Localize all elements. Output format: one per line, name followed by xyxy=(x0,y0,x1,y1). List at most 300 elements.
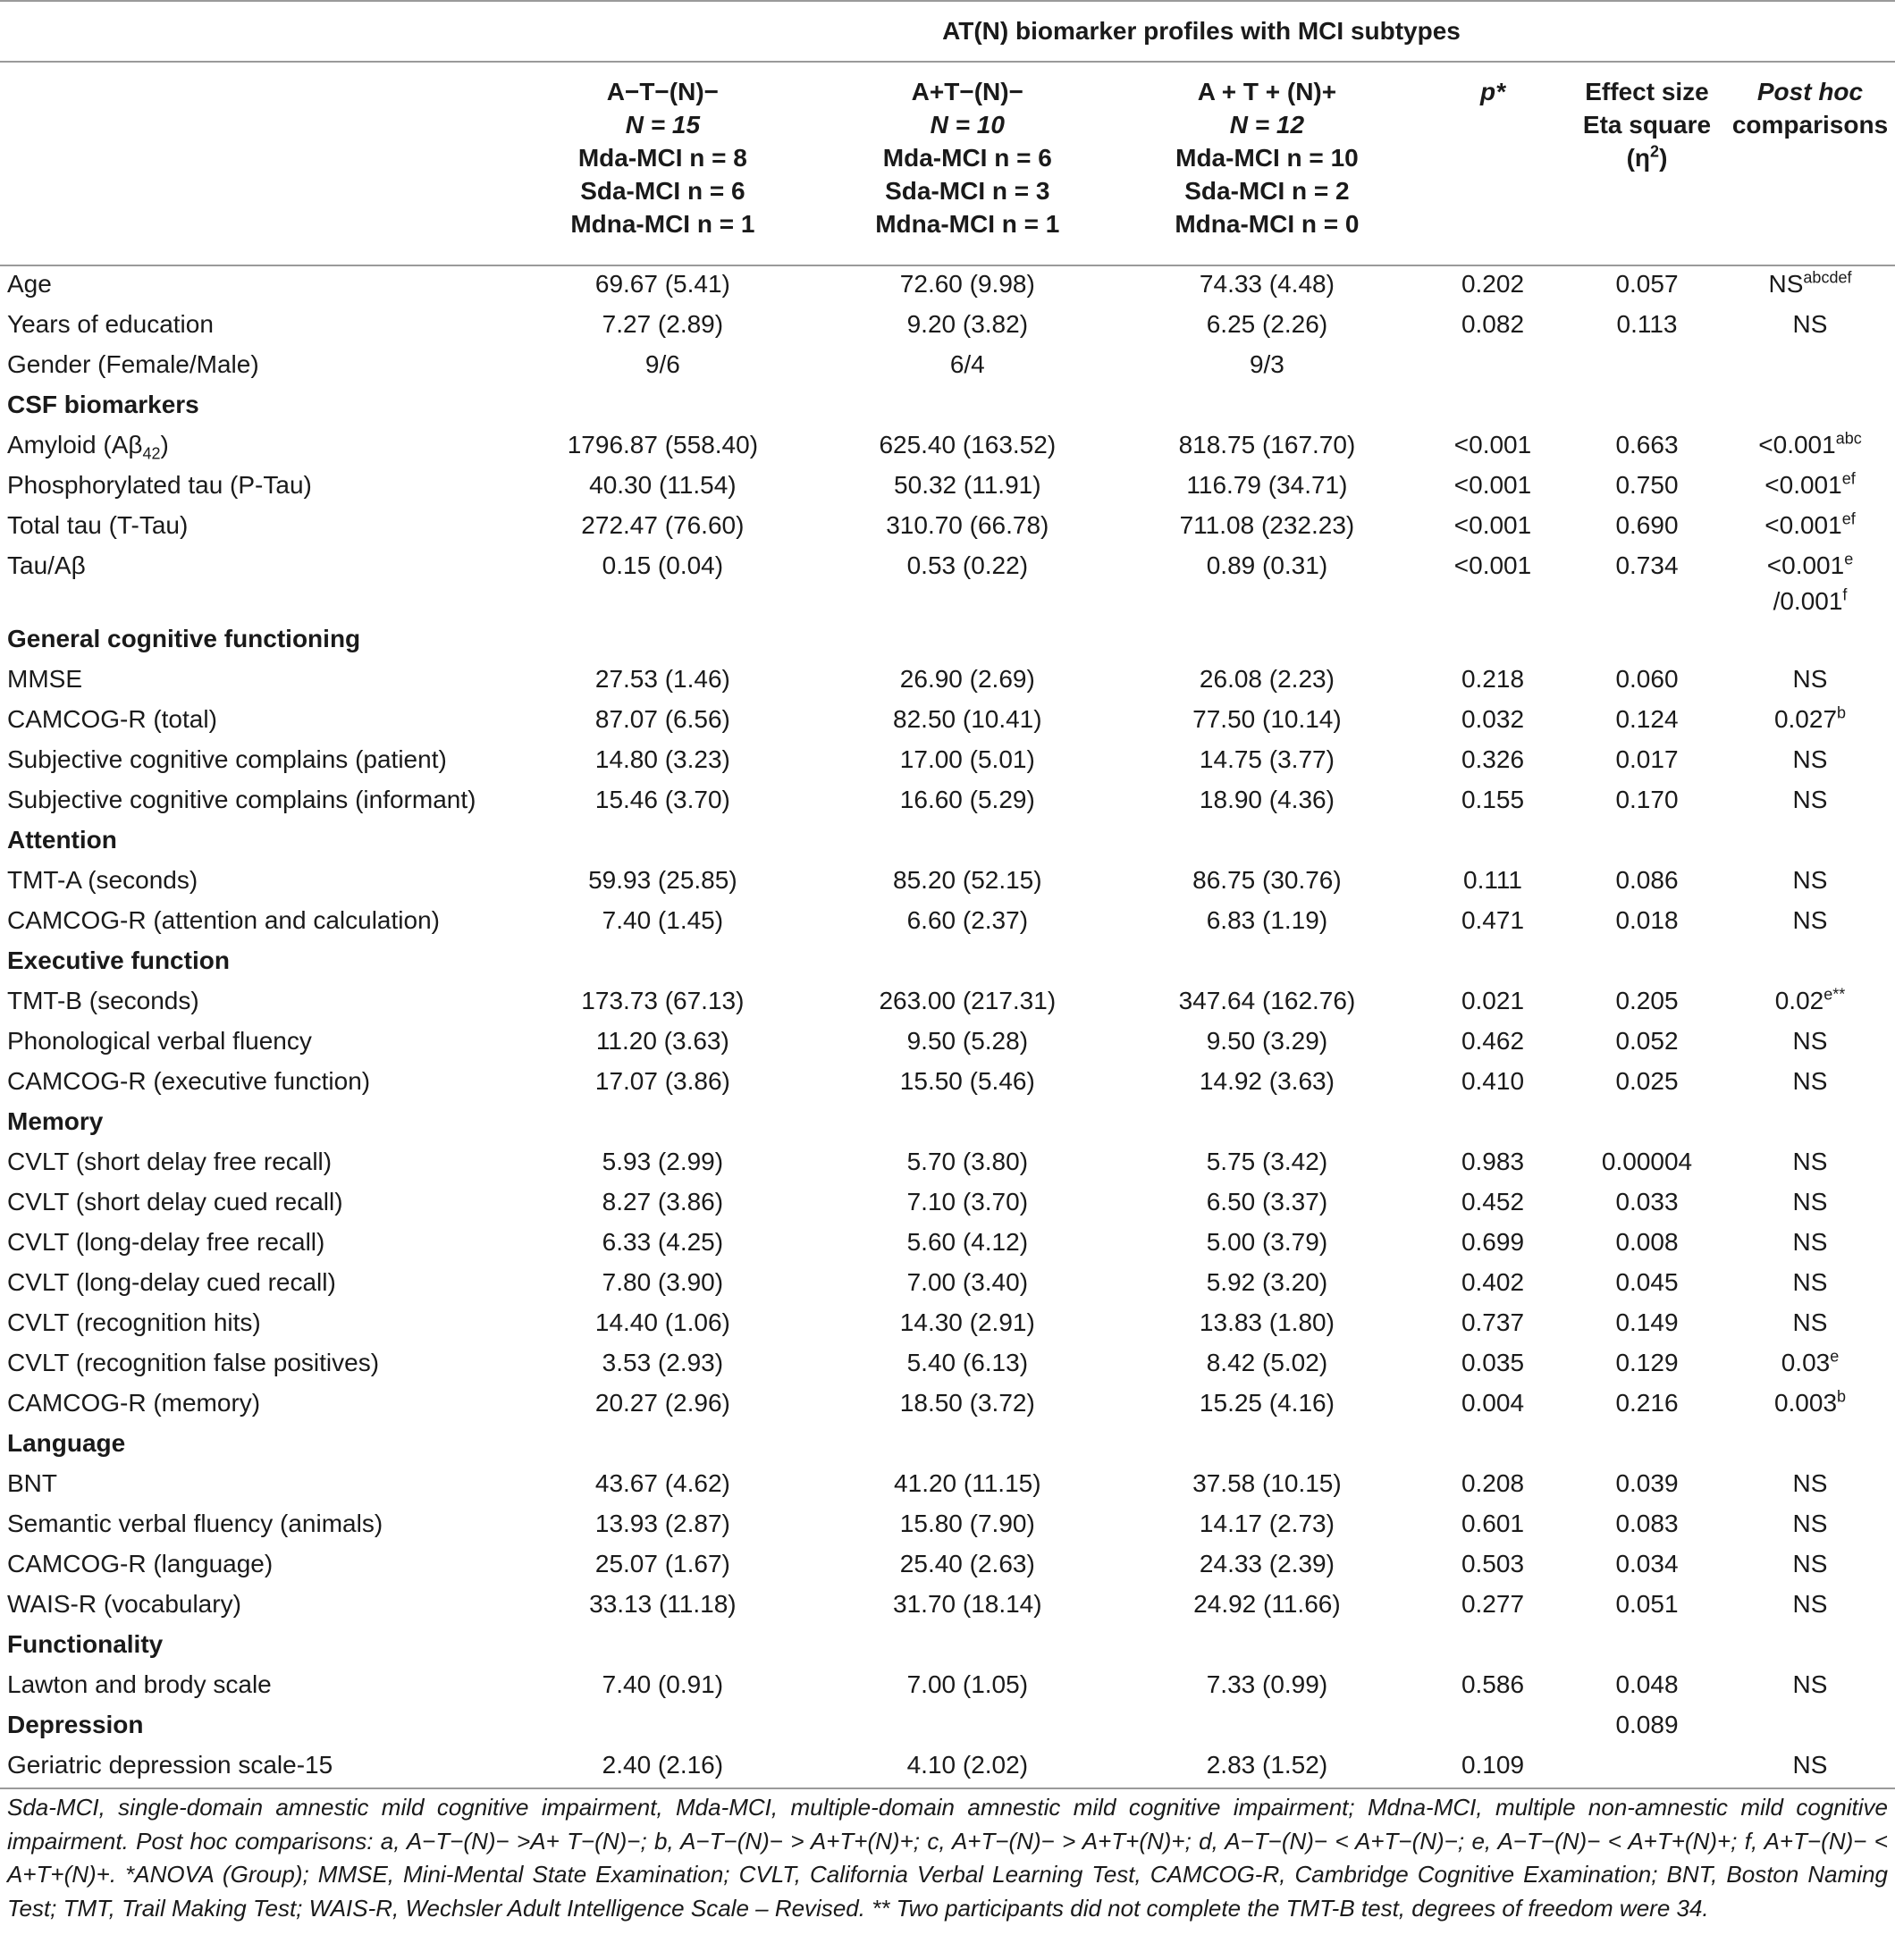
post-hoc-value: NS xyxy=(1792,1550,1828,1577)
p-value: 0.021 xyxy=(1461,987,1525,1014)
p-value: 0.699 xyxy=(1461,1228,1525,1256)
table-row xyxy=(0,1586,1895,1627)
group-1-value: 14.40 (1.06) xyxy=(594,1308,730,1336)
effect-line-2: Eta square xyxy=(1582,111,1712,139)
section-heading: Depression xyxy=(7,1711,144,1738)
p-value: <0.001 xyxy=(1453,471,1532,499)
group-3-value: 9.50 (3.29) xyxy=(1206,1027,1328,1055)
post-hoc-line xyxy=(1725,266,1895,302)
table-row xyxy=(0,1345,1895,1385)
row-label xyxy=(0,1506,508,1546)
group-1-value: 5.93 (2.99) xyxy=(602,1148,724,1175)
empty-cell xyxy=(1417,1104,1569,1144)
row-label-text: Gender (Female/Male) xyxy=(7,350,259,378)
empty-cell xyxy=(818,1104,1117,1144)
post-hoc-value: NS xyxy=(1768,270,1804,298)
header-effect-size: Effect size Eta square $(\eta^2)$ xyxy=(1569,62,1725,265)
group-1-value: 8.27 (3.86) xyxy=(602,1188,724,1216)
p-value: 0.326 xyxy=(1461,745,1525,773)
post-hoc-value: NS xyxy=(1792,665,1828,693)
p-value: 0.410 xyxy=(1461,1067,1525,1095)
table-row xyxy=(0,467,1895,508)
post-hoc-value: NS xyxy=(1792,1469,1828,1497)
group-2-value: 310.70 (66.78) xyxy=(886,511,1049,539)
eta-value: 0.045 xyxy=(1615,1268,1679,1296)
group-2-value: 263.00 (217.31) xyxy=(879,987,1057,1014)
group-3-value: 14.17 (2.73) xyxy=(1199,1510,1335,1537)
eta-value: 0.008 xyxy=(1615,1228,1679,1256)
group-n-total: N = 12 xyxy=(1229,111,1305,139)
section-heading: Language xyxy=(7,1429,126,1457)
section-heading: CSF biomarkers xyxy=(7,391,199,418)
group-1-value: 69.67 (5.41) xyxy=(594,270,730,298)
post-hoc-cell xyxy=(1725,467,1895,508)
group-3-value: 6.83 (1.19) xyxy=(1206,906,1328,934)
group-3-value: 5.92 (3.20) xyxy=(1206,1268,1328,1296)
p-value: <0.001 xyxy=(1453,551,1532,579)
group-3-value: 5.75 (3.42) xyxy=(1206,1148,1328,1175)
eta-cell xyxy=(1569,1426,1725,1466)
row-label xyxy=(0,1265,508,1305)
group-1-value: 6.33 (4.25) xyxy=(602,1228,724,1256)
p-value: 0.462 xyxy=(1461,1027,1525,1055)
group-1-value: 7.80 (3.90) xyxy=(602,1268,724,1296)
post-hoc-line xyxy=(1725,1345,1895,1381)
table-row xyxy=(0,661,1895,702)
spanner-heading: AT(N) biomarker profiles with MCI subtypes xyxy=(508,1,1895,62)
group-label: A+T−(N)− xyxy=(911,78,1023,105)
row-label-suffix: ) xyxy=(160,431,169,458)
eta-value: 0.086 xyxy=(1615,866,1679,894)
empty-cell xyxy=(1417,621,1569,661)
post-hoc-line xyxy=(1725,307,1895,342)
post-hoc-value: 0.02 xyxy=(1774,987,1824,1014)
group-1-value: 25.07 (1.67) xyxy=(594,1550,730,1577)
eta-value: 0.113 xyxy=(1616,310,1678,338)
section-heading: General cognitive functioning xyxy=(7,625,361,652)
spanner-row xyxy=(0,1,1895,62)
group-mdna-count: Mdna-MCI n = 1 xyxy=(570,210,755,238)
empty-cell xyxy=(1417,387,1569,427)
table-row xyxy=(0,508,1895,548)
empty-cell xyxy=(1117,387,1417,427)
post-hoc-superscript: ef xyxy=(1841,509,1856,528)
post-hoc-line xyxy=(1725,1466,1895,1502)
group-1-value: 9/6 xyxy=(644,350,680,378)
row-label xyxy=(0,1586,508,1627)
post-hoc-cell xyxy=(1725,1064,1895,1104)
group-n-total: N = 15 xyxy=(625,111,701,139)
eta-value: 0.149 xyxy=(1615,1308,1679,1336)
post-hoc-line xyxy=(1725,1586,1895,1622)
post-hoc-line xyxy=(1725,1064,1895,1099)
group-2-value: 7.00 (1.05) xyxy=(906,1670,1029,1698)
eta-value: 0.00004 xyxy=(1601,1148,1693,1175)
group-sda-count: Sda-MCI n = 3 xyxy=(885,177,1050,205)
group-sda-count: Sda-MCI n = 2 xyxy=(1184,177,1350,205)
post-hoc-line xyxy=(1725,1667,1895,1703)
section-row xyxy=(0,1104,1895,1144)
section-heading: Executive function xyxy=(7,946,230,974)
empty-cell xyxy=(1725,621,1895,661)
empty-cell xyxy=(1417,822,1569,862)
empty-cell xyxy=(1417,943,1569,983)
table-row xyxy=(0,782,1895,822)
empty-cell xyxy=(508,943,818,983)
row-label xyxy=(0,427,508,467)
p-value: 0.586 xyxy=(1461,1670,1525,1698)
header-group-3 xyxy=(1117,62,1417,265)
empty-cell xyxy=(508,1627,818,1667)
p-value xyxy=(1417,347,1569,387)
eta-cell xyxy=(1569,1627,1725,1667)
group-3-value: 13.83 (1.80) xyxy=(1199,1308,1335,1336)
post-hoc-line-2 xyxy=(1725,584,1895,619)
post-hoc-value: NS xyxy=(1792,1148,1828,1175)
eta-value xyxy=(1569,347,1725,387)
post-hoc-line-2: comparisons xyxy=(1731,111,1889,139)
empty-cell xyxy=(1117,1104,1417,1144)
section-row xyxy=(0,822,1895,862)
post-hoc-line xyxy=(1725,508,1895,543)
group-2-value: 5.60 (4.12) xyxy=(906,1228,1029,1256)
group-label: A + T + (N)+ xyxy=(1197,78,1337,105)
empty-cell xyxy=(818,1627,1117,1667)
post-hoc-line xyxy=(1725,1184,1895,1220)
empty-cell xyxy=(508,621,818,661)
empty-cell xyxy=(1117,621,1417,661)
row-label xyxy=(0,1466,508,1506)
group-1-value: 40.30 (11.54) xyxy=(589,471,737,499)
group-1-value: 20.27 (2.96) xyxy=(594,1389,730,1417)
group-1-value: 87.07 (6.56) xyxy=(594,705,730,733)
post-hoc-cell xyxy=(1725,1586,1895,1627)
group-2-value: 9.50 (5.28) xyxy=(906,1027,1029,1055)
post-hoc-cell xyxy=(1725,1546,1895,1586)
p-value: 0.402 xyxy=(1461,1268,1525,1296)
empty-cell xyxy=(818,943,1117,983)
p-value: 0.601 xyxy=(1461,1510,1525,1537)
post-hoc-line xyxy=(1725,983,1895,1019)
group-1-value: 59.93 (25.85) xyxy=(588,866,737,894)
post-hoc-cell xyxy=(1725,1667,1895,1707)
p-value: 0.155 xyxy=(1461,786,1525,813)
section-row xyxy=(0,1426,1895,1466)
row-label-text: BNT xyxy=(7,1469,57,1497)
group-3-value: 6.50 (3.37) xyxy=(1206,1188,1328,1216)
post-hoc-value: <0.001 xyxy=(1766,551,1845,579)
p-value: 0.737 xyxy=(1461,1308,1525,1336)
eta-value: 0.057 xyxy=(1615,270,1679,298)
row-label-text: CVLT (short delay free recall) xyxy=(7,1148,333,1175)
row-label-text: CVLT (recognition hits) xyxy=(7,1308,261,1336)
row-label xyxy=(0,1305,508,1345)
table-row xyxy=(0,548,1895,621)
p-value: <0.001 xyxy=(1453,511,1532,539)
post-hoc-value: NS xyxy=(1792,1510,1828,1537)
eta-value: 0.017 xyxy=(1615,745,1679,773)
row-label xyxy=(0,307,508,347)
post-hoc-value: NS xyxy=(1792,786,1828,813)
row-label xyxy=(0,702,508,742)
group-1-value: 15.46 (3.70) xyxy=(594,786,730,813)
row-label-text: MMSE xyxy=(7,665,82,693)
post-hoc-line xyxy=(1725,1546,1895,1582)
post-hoc-value: <0.001 xyxy=(1764,471,1842,499)
table-row xyxy=(0,1305,1895,1345)
eta-value: 0.033 xyxy=(1615,1188,1679,1216)
p-value: 0.035 xyxy=(1461,1349,1525,1376)
post-hoc-cell xyxy=(1725,1385,1895,1426)
table-row xyxy=(0,307,1895,347)
group-2-value: 41.20 (11.15) xyxy=(894,1469,1041,1497)
post-hoc-line xyxy=(1725,903,1895,938)
eta-cell xyxy=(1569,822,1725,862)
empty-cell xyxy=(1725,1104,1895,1144)
group-3-value: 7.33 (0.99) xyxy=(1206,1670,1328,1698)
group-label: A−T−(N)− xyxy=(606,78,719,105)
p-value: <0.001 xyxy=(1453,431,1532,458)
empty-cell xyxy=(1417,1426,1569,1466)
group-mda-count: Mda-MCI n = 10 xyxy=(1175,144,1359,172)
post-hoc-cell xyxy=(1725,661,1895,702)
post-hoc-line xyxy=(1725,1747,1895,1783)
post-hoc-cell xyxy=(1725,903,1895,943)
group-2-value: 15.50 (5.46) xyxy=(899,1067,1035,1095)
group-1-value: 7.27 (2.89) xyxy=(602,310,724,338)
eta-value: 0.034 xyxy=(1615,1550,1679,1577)
eta-value: 0.060 xyxy=(1615,665,1679,693)
post-hoc-cell xyxy=(1725,1224,1895,1265)
post-hoc-superscript: abcdef xyxy=(1803,268,1852,287)
group-3-value: 9/3 xyxy=(1249,350,1284,378)
group-3-value: 6.25 (2.26) xyxy=(1206,310,1328,338)
post-hoc-line xyxy=(1725,467,1895,503)
row-label-text: CAMCOG-R (memory) xyxy=(7,1389,261,1417)
post-hoc-cell xyxy=(1725,1184,1895,1224)
group-1-value: 17.07 (3.86) xyxy=(594,1067,730,1095)
header-group-1 xyxy=(508,62,818,265)
p-value: 0.208 xyxy=(1461,1469,1525,1497)
post-hoc-line xyxy=(1725,1305,1895,1341)
header-post-hoc xyxy=(1725,62,1895,265)
eta-value: 0.051 xyxy=(1615,1590,1679,1618)
group-2-value: 625.40 (163.52) xyxy=(879,431,1057,458)
group-3-value: 18.90 (4.36) xyxy=(1199,786,1335,813)
group-1-value: 0.15 (0.04) xyxy=(602,551,724,579)
group-1-value: 3.53 (2.93) xyxy=(602,1349,724,1376)
empty-cell xyxy=(818,1426,1117,1466)
group-2-value: 85.20 (52.15) xyxy=(893,866,1042,894)
post-hoc-value-2: /0.001 xyxy=(1773,587,1843,615)
p-value: 0.452 xyxy=(1461,1188,1525,1216)
group-2-value: 26.90 (2.69) xyxy=(899,665,1035,693)
group-1-value: 14.80 (3.23) xyxy=(594,745,730,773)
empty-cell xyxy=(818,1707,1117,1747)
row-label xyxy=(0,1184,508,1224)
row-label xyxy=(0,467,508,508)
empty-cell xyxy=(818,387,1117,427)
table-row xyxy=(0,903,1895,943)
eta-value: 0.205 xyxy=(1615,987,1679,1014)
group-1-value: 2.40 (2.16) xyxy=(602,1751,724,1779)
post-hoc-value: <0.001 xyxy=(1758,431,1836,458)
group-3-value: 74.33 (4.48) xyxy=(1199,270,1335,298)
header-group-2 xyxy=(818,62,1117,265)
row-label xyxy=(0,1224,508,1265)
p-value: 0.503 xyxy=(1461,1550,1525,1577)
table-row xyxy=(0,1144,1895,1184)
post-hoc-line xyxy=(1725,427,1895,463)
empty-cell xyxy=(1417,1707,1569,1747)
group-3-value: 2.83 (1.52) xyxy=(1206,1751,1328,1779)
row-label-subscript: 42 xyxy=(142,444,161,463)
p-value: 0.218 xyxy=(1461,665,1525,693)
row-label-text: CVLT (long-delay free recall) xyxy=(7,1228,325,1256)
group-2-value: 15.80 (7.90) xyxy=(899,1510,1035,1537)
group-mdna-count: Mdna-MCI n = 1 xyxy=(875,210,1060,238)
row-label xyxy=(0,782,508,822)
post-hoc-cell xyxy=(1725,1466,1895,1506)
post-hoc-value: NS xyxy=(1792,1228,1828,1256)
table-body xyxy=(0,265,1895,1788)
empty-cell xyxy=(1725,1627,1895,1667)
group-3-value: 0.89 (0.31) xyxy=(1206,551,1328,579)
post-hoc-line xyxy=(1725,1224,1895,1260)
post-hoc-value: NS xyxy=(1792,1268,1828,1296)
row-label-text: CVLT (recognition false positives) xyxy=(7,1349,380,1376)
row-label-text: TMT-A (seconds) xyxy=(7,866,198,894)
group-2-value: 16.60 (5.29) xyxy=(899,786,1035,813)
group-3-value: 24.92 (11.66) xyxy=(1193,1590,1341,1618)
post-hoc-line xyxy=(1725,548,1895,584)
table-row xyxy=(0,347,1895,387)
p-value: 0.109 xyxy=(1461,1751,1525,1779)
post-hoc-cell xyxy=(1725,427,1895,467)
group-2-value: 31.70 (18.14) xyxy=(893,1590,1042,1618)
eta-value: 0.170 xyxy=(1615,786,1679,813)
group-3-value: 5.00 (3.79) xyxy=(1206,1228,1328,1256)
eta-value xyxy=(1569,1747,1725,1788)
group-2-value: 0.53 (0.22) xyxy=(906,551,1029,579)
post-hoc-value: NS xyxy=(1792,1590,1828,1618)
group-3-value: 14.92 (3.63) xyxy=(1199,1067,1335,1095)
post-hoc-superscript: e xyxy=(1844,550,1854,568)
group-mda-count: Mda-MCI n = 8 xyxy=(577,144,747,172)
row-label-text: Years of education xyxy=(7,310,214,338)
post-hoc-cell xyxy=(1725,508,1895,548)
post-hoc-line xyxy=(1725,862,1895,898)
row-label-text: Age xyxy=(7,270,52,298)
group-3-value: 24.33 (2.39) xyxy=(1199,1550,1335,1577)
row-label-text: CAMCOG-R (executive function) xyxy=(7,1067,371,1095)
row-label-text: Tau/Aβ xyxy=(7,551,86,579)
row-label-text: CVLT (long-delay cued recall) xyxy=(7,1268,336,1296)
row-label-text: TMT-B (seconds) xyxy=(7,987,199,1014)
group-2-value: 50.32 (11.91) xyxy=(894,471,1041,499)
empty-cell xyxy=(1117,822,1417,862)
group-2-value: 6.60 (2.37) xyxy=(906,906,1029,934)
p-value: 0.111 xyxy=(1463,866,1522,894)
eta-value: 0.018 xyxy=(1615,906,1679,934)
empty-cell xyxy=(1417,1627,1569,1667)
group-2-value: 7.10 (3.70) xyxy=(906,1188,1029,1216)
post-hoc-value: NS xyxy=(1792,1027,1828,1055)
group-3-value: 347.64 (162.76) xyxy=(1178,987,1356,1014)
post-hoc-superscript: ef xyxy=(1841,469,1856,488)
table-row xyxy=(0,1224,1895,1265)
post-hoc-value: NS xyxy=(1792,1067,1828,1095)
group-2-value: 6/4 xyxy=(949,350,985,378)
post-hoc-value: NS xyxy=(1792,1670,1828,1698)
row-label xyxy=(0,862,508,903)
empty-cell xyxy=(1725,387,1895,427)
row-label xyxy=(0,1546,508,1586)
row-label xyxy=(0,265,508,307)
table-row xyxy=(0,1466,1895,1506)
header-blank xyxy=(0,62,508,265)
empty-cell xyxy=(508,1707,818,1747)
eta-value: 0.129 xyxy=(1615,1349,1679,1376)
post-hoc-line xyxy=(1725,782,1895,818)
empty-cell xyxy=(1117,1426,1417,1466)
group-1-value: 33.13 (11.18) xyxy=(589,1590,737,1618)
section-row xyxy=(0,1627,1895,1667)
section-heading: Memory xyxy=(7,1107,104,1135)
section-row xyxy=(0,943,1895,983)
section-row xyxy=(0,621,1895,661)
row-label-text: CAMCOG-R (total) xyxy=(7,705,217,733)
p-value: 0.082 xyxy=(1461,310,1525,338)
group-mdna-count: Mdna-MCI n = 0 xyxy=(1175,210,1360,238)
section-row xyxy=(0,1707,1895,1747)
group-2-value: 9.20 (3.82) xyxy=(906,310,1029,338)
empty-cell xyxy=(1725,1707,1895,1747)
row-label-text: Semantic verbal fluency (animals) xyxy=(7,1510,383,1537)
eta-value: 0.663 xyxy=(1615,431,1679,458)
row-label-text: Total tau (T-Tau) xyxy=(7,511,189,539)
post-hoc-cell xyxy=(1725,702,1895,742)
empty-cell xyxy=(508,387,818,427)
row-label-text: Amyloid (Aβ xyxy=(7,431,143,458)
effect-line-1: Effect size xyxy=(1585,78,1709,105)
post-hoc-line-1: Post hoc xyxy=(1756,78,1864,105)
post-hoc-line xyxy=(1725,742,1895,778)
post-hoc-value: NS xyxy=(1792,906,1828,934)
row-label xyxy=(0,1023,508,1064)
p-value: 0.202 xyxy=(1461,270,1525,298)
group-n-total: N = 10 xyxy=(930,111,1005,139)
table-row xyxy=(0,265,1895,307)
p-value: 0.032 xyxy=(1461,705,1525,733)
row-label-text: Lawton and brody scale xyxy=(7,1670,272,1698)
eta-value: 0.039 xyxy=(1615,1469,1679,1497)
table-row xyxy=(0,1064,1895,1104)
post-hoc-cell xyxy=(1725,347,1895,387)
row-label xyxy=(0,1345,508,1385)
eta-cell: 0.089 xyxy=(1615,1711,1679,1738)
empty-cell xyxy=(1117,1707,1417,1747)
group-3-value: 15.25 (4.16) xyxy=(1199,1389,1335,1417)
row-label-text: Phonological verbal fluency xyxy=(7,1027,312,1055)
table-row xyxy=(0,1747,1895,1788)
row-label-text: Subjective cognitive complains (patient) xyxy=(7,745,447,773)
group-1-value: 13.93 (2.87) xyxy=(594,1510,730,1537)
eta-value: 0.734 xyxy=(1615,551,1679,579)
group-3-value: 818.75 (167.70) xyxy=(1178,431,1356,458)
post-hoc-cell xyxy=(1725,1747,1895,1788)
table-row xyxy=(0,1667,1895,1707)
